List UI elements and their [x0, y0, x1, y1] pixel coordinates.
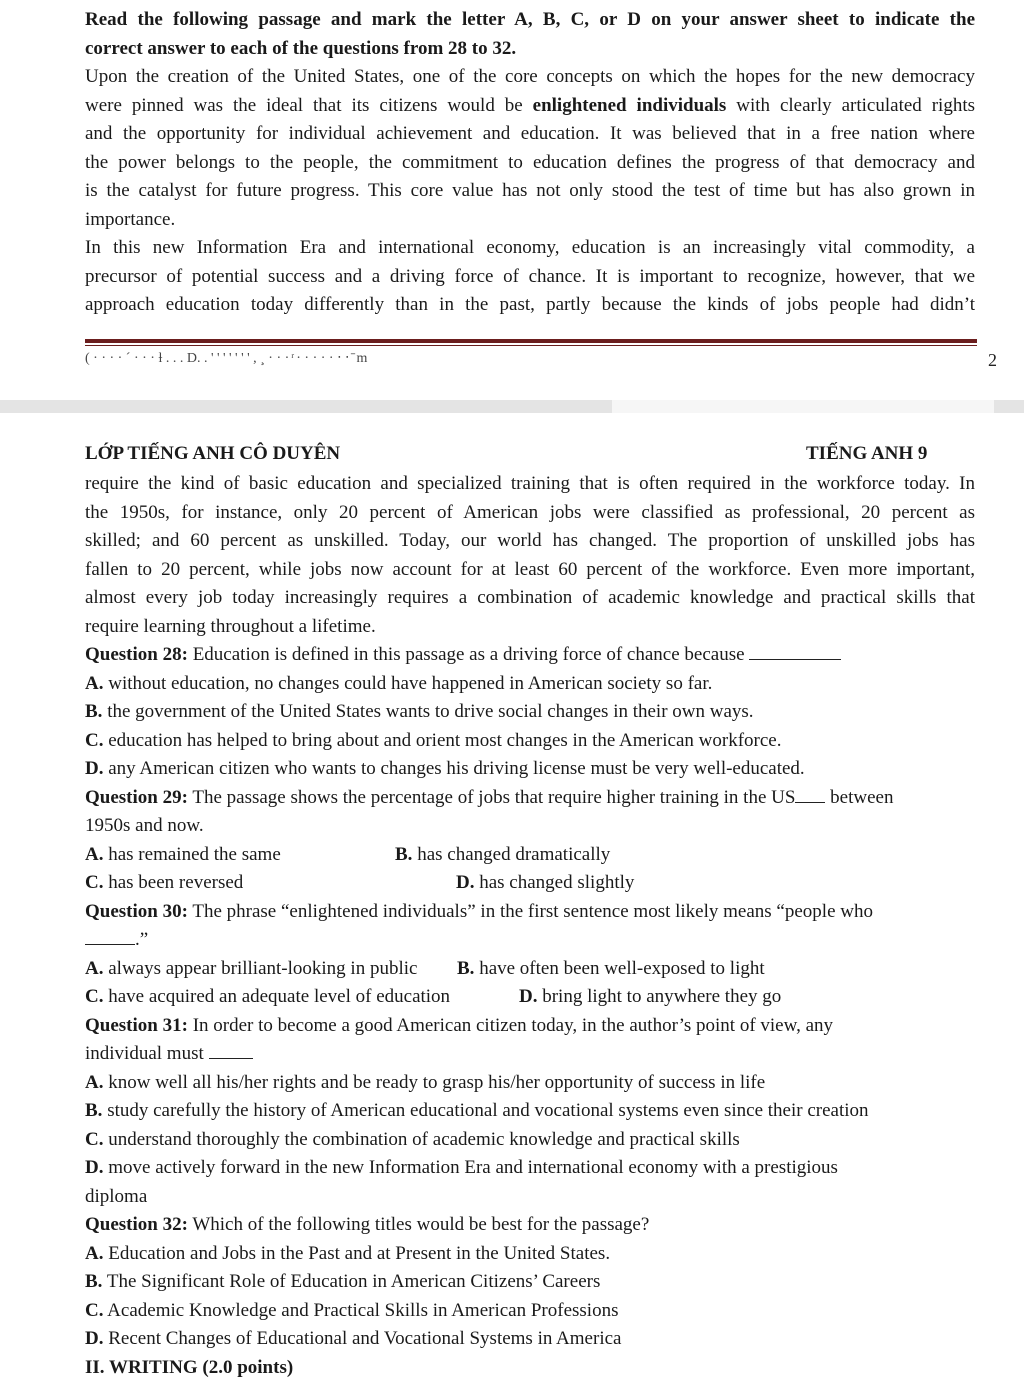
- instructions-line-1: Read the following passage and mark the letter A, B, C, or D on your answer sheet to indicate the: [85, 9, 975, 30]
- answer-blank: [209, 1040, 253, 1059]
- option-letter: D.: [456, 872, 475, 893]
- option-letter: C.: [85, 1299, 104, 1321]
- question-stem: .”: [135, 929, 149, 950]
- option[interactable]: [85, 698, 975, 727]
- option[interactable]: [85, 755, 975, 784]
- option-text: understand thoroughly the combination of academic knowledge and practical skills: [103, 1128, 740, 1150]
- option-letter: C.: [85, 729, 104, 751]
- option-letter: C.: [85, 986, 104, 1007]
- option-row: [85, 841, 975, 870]
- footer-rule: [85, 339, 977, 343]
- footer-garbled-text: ( · · · · ´ · · · ƚ . . . D. . ' ' ' ' ' ' ' , ¸ · · · ͬ · · · · · ‧ ‧ ̄ m: [85, 351, 368, 366]
- page-1-content: [85, 6, 975, 320]
- question-stem: between: [825, 786, 894, 808]
- option[interactable]: [85, 872, 243, 893]
- question-label: Question 30:: [85, 900, 188, 922]
- option-letter: A.: [85, 843, 104, 865]
- question-stem: individual must: [85, 1043, 204, 1064]
- option[interactable]: [85, 1325, 975, 1354]
- option[interactable]: [85, 1154, 975, 1183]
- question-stem: The passage shows the percentage of jobs that require higher training in the US: [187, 786, 796, 808]
- option[interactable]: [85, 1240, 975, 1269]
- passage-text: with clearly articulated rights: [726, 94, 975, 116]
- question-label: Question 28:: [85, 644, 188, 665]
- option-text: move actively forward in the new Information Era and international economy with a prestigious: [103, 1157, 838, 1178]
- option[interactable]: [85, 727, 975, 756]
- option-letter: C.: [85, 1128, 104, 1150]
- option-letter: C.: [85, 872, 104, 893]
- page-gap: [0, 400, 1024, 413]
- passage-p1-line-3: and the opportunity for individual achievement and education. It was believed that in a free nation where: [85, 123, 975, 144]
- option-text: education has helped to bring about and orient most changes in the American workforce.: [103, 729, 782, 751]
- option[interactable]: [85, 986, 450, 1007]
- option-letter: B.: [85, 701, 103, 722]
- page-gap-notch: [612, 400, 994, 413]
- passage-p3-line-3: skilled; and 60 percent as unskilled. Today, our world has changed. The proportion of unskilled jobs has: [85, 530, 975, 551]
- question-label: Question 31:: [85, 1014, 188, 1036]
- section-heading-cutoff: II. WRITING (2.0 points): [85, 1356, 294, 1378]
- option[interactable]: [85, 1126, 975, 1155]
- page-1: [0, 0, 1024, 400]
- footer-rule-thin: [85, 345, 977, 346]
- passage-p1-line-1: Upon the creation of the United States, one of the core concepts on which the hopes for the new democracy: [85, 66, 975, 87]
- instructions-line-2: correct answer to each of the questions from 28 to 32.: [85, 37, 517, 59]
- page-2: [0, 413, 1024, 1378]
- option[interactable]: [85, 1268, 975, 1297]
- passage-p3-line-4: fallen to 20 percent, while jobs now account for at least 60 percent of the workforce. Even more important,: [85, 558, 975, 580]
- option-letter: B.: [85, 1100, 103, 1121]
- option-text: has remained the same: [103, 843, 281, 865]
- passage-text: were pinned was the ideal that its citizens would be: [85, 94, 533, 116]
- option-text: has been reversed: [103, 872, 244, 893]
- option-row: [85, 983, 975, 1012]
- question-29-stem: [85, 784, 975, 813]
- passage-p1-line-6: importance.: [85, 208, 176, 230]
- passage-p2-line-1: In this new Information Era and international economy, education is an increasingly vital commodity, a: [85, 237, 975, 258]
- option[interactable]: [85, 1297, 975, 1326]
- option-letter: D.: [85, 1157, 104, 1178]
- option-text: any American citizen who wants to changes his driving license must be very well-educated.: [103, 758, 805, 779]
- passage-p2-line-2: precursor of potential success and a driving force of chance. It is important to recognize, however, that we: [85, 265, 975, 287]
- option[interactable]: [395, 841, 610, 870]
- option[interactable]: [85, 1069, 975, 1098]
- option-text: the government of the United States wants to drive social changes in their own ways.: [102, 701, 754, 722]
- question-30-stem-cont: [85, 926, 975, 955]
- option-text: has changed dramatically: [412, 843, 611, 865]
- passage-p1-line-4: the power belongs to the people, the commitment to education defines the progress of that democracy and: [85, 151, 975, 173]
- option-row: [85, 955, 975, 984]
- option-letter: B.: [395, 843, 413, 865]
- option-text: Education and Jobs in the Past and at Present in the United States.: [103, 1242, 611, 1264]
- option-text: study carefully the history of American educational and vocational systems even since their creation: [102, 1100, 869, 1121]
- passage-p1-line-2: [85, 92, 975, 121]
- header-subject: TIẾNG ANH 9: [806, 443, 928, 464]
- question-stem: The phrase “enlightened individuals” in the first sentence most likely means “people who: [187, 900, 873, 922]
- option[interactable]: [519, 983, 781, 1012]
- option-letter: A.: [85, 672, 104, 694]
- header-class-name: LỚP TIẾNG ANH CÔ DUYÊN: [85, 443, 341, 464]
- option-text: Recent Changes of Educational and Vocational Systems in America: [103, 1328, 622, 1349]
- option-text: has changed slightly: [474, 872, 635, 893]
- option-letter: A.: [85, 1071, 104, 1093]
- passage-p3-line-6: require learning throughout a lifetime.: [85, 615, 376, 637]
- answer-blank: [749, 641, 841, 660]
- option[interactable]: [85, 1097, 975, 1126]
- question-stem: Which of the following titles would be best for the passage?: [187, 1214, 650, 1235]
- question-label: Question 29:: [85, 786, 188, 808]
- question-label: Question 32:: [85, 1214, 188, 1235]
- option-row: [85, 869, 975, 898]
- answer-blank: [85, 926, 135, 945]
- passage-p1-line-5: is the catalyst for future progress. This core value has not only stood the test of time but has also grown in: [85, 180, 975, 201]
- option[interactable]: [456, 869, 634, 898]
- option-letter: A.: [85, 957, 104, 979]
- option-text: without education, no changes could have happened in American society so far.: [103, 672, 713, 694]
- option-text: Academic Knowledge and Practical Skills in American Professions: [103, 1299, 619, 1321]
- option-text: have acquired an adequate level of education: [103, 986, 451, 1007]
- option-text: The Significant Role of Education in American Citizens’ Careers: [102, 1271, 601, 1292]
- question-31-stem: [85, 1012, 975, 1041]
- question-stem: In order to become a good American citizen today, in the author’s point of view, any: [187, 1014, 834, 1036]
- passage-p3-line-2: the 1950s, for instance, only 20 percent of American jobs were classified as professional, 20 percent as: [85, 501, 975, 523]
- option-letter: B.: [457, 957, 475, 979]
- option-letter: B.: [85, 1271, 103, 1292]
- option-text: always appear brilliant-looking in public: [103, 957, 418, 979]
- passage-p3-line-1: require the kind of basic education and specialized training that is often required in the workforce today. In: [85, 473, 975, 494]
- option[interactable]: [85, 670, 975, 699]
- question-31-stem-cont: [85, 1040, 975, 1069]
- option[interactable]: [85, 958, 417, 979]
- question-stem: Education is defined in this passage as a driving force of chance because: [187, 644, 745, 665]
- answer-blank: [795, 784, 825, 803]
- option-letter: A.: [85, 1242, 104, 1264]
- question-29-stem-cont: 1950s and now.: [85, 815, 204, 836]
- option-text: have often been well-exposed to light: [474, 957, 765, 979]
- option-text: bring light to anywhere they go: [537, 986, 782, 1007]
- page-2-content: [85, 470, 975, 1378]
- passage-p2-line-3: approach education today differently than in the past, partly because the kinds of jobs people had didn’t: [85, 294, 975, 315]
- question-28-stem: [85, 641, 975, 670]
- option[interactable]: [85, 844, 281, 865]
- option-continuation: diploma: [85, 1185, 148, 1207]
- page-number: 2: [988, 350, 997, 370]
- option-text: know well all his/her rights and be ready to grasp his/her opportunity of success in life: [103, 1071, 766, 1093]
- option-letter: D.: [519, 986, 538, 1007]
- question-32-stem: [85, 1211, 975, 1240]
- option[interactable]: [457, 955, 765, 984]
- option-letter: D.: [85, 1328, 104, 1349]
- enlightened-individuals-phrase: enlightened individuals: [532, 94, 727, 116]
- question-30-stem: [85, 898, 975, 927]
- passage-p3-line-5: almost every job today increasingly requires a combination of academic knowledge and practical skills that: [85, 587, 975, 608]
- option-letter: D.: [85, 758, 104, 779]
